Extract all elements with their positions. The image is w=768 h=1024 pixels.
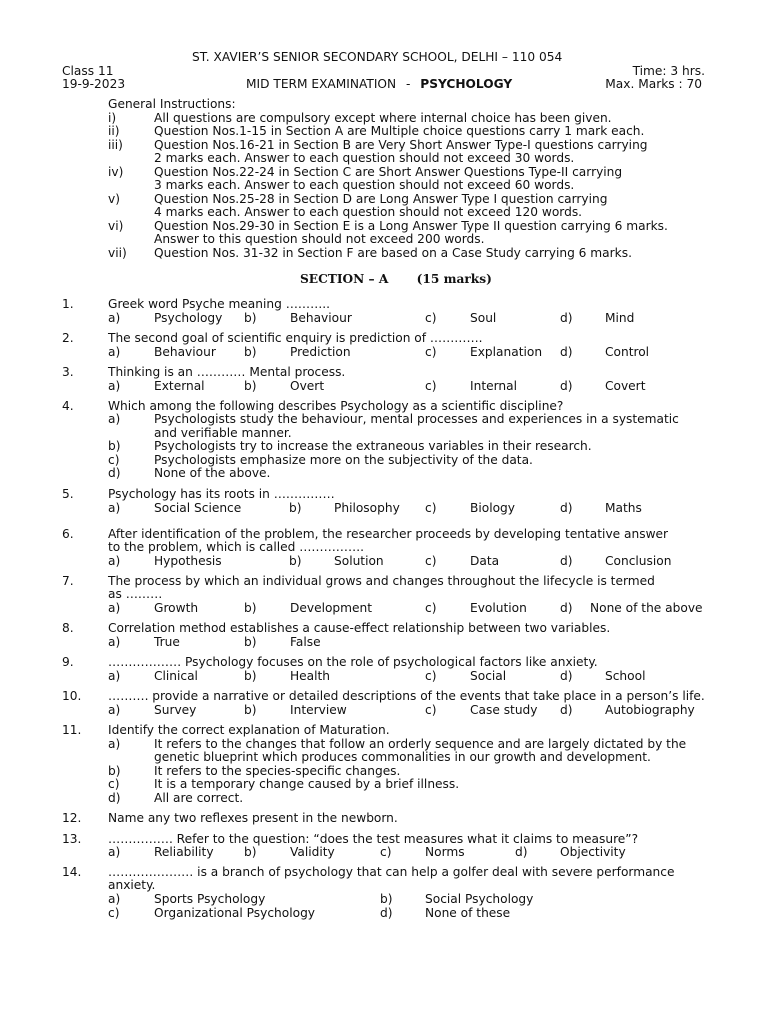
option-letter: c) xyxy=(108,906,120,920)
option-text: Control xyxy=(605,345,650,359)
question-number: 2. xyxy=(62,331,74,345)
question-text: Greek word Psyche meaning ……….. xyxy=(108,297,331,311)
option-text: It refers to the changes that follow an orderly sequence and are largely dictated by the xyxy=(154,737,687,751)
option-letter: c) xyxy=(425,703,437,717)
question-number: 9. xyxy=(62,655,74,669)
option-text: External xyxy=(154,379,205,393)
option-letter: d) xyxy=(515,845,528,859)
option-text: Interview xyxy=(290,703,347,717)
option-text: Reliability xyxy=(154,845,214,859)
option-letter: a) xyxy=(108,703,121,717)
option-text: Case study xyxy=(470,703,538,717)
option-text: Psychologists study the behaviour, mental processes and experiences in a systematic xyxy=(154,412,679,426)
instruction-text: Question Nos.22-24 in Section C are Short Answer Questions Type-II carrying xyxy=(154,165,623,179)
option-letter: a) xyxy=(108,501,121,515)
option-text: Behaviour xyxy=(290,311,352,325)
option-letter: b) xyxy=(244,345,257,359)
question-text: The process by which an individual grows and changes throughout the lifecycle is termed xyxy=(108,574,655,588)
option-letter: c) xyxy=(425,601,437,615)
option-text: Evolution xyxy=(470,601,527,615)
question-text: as ……… xyxy=(108,587,163,601)
question-number: 14. xyxy=(62,865,82,879)
option-letter: b) xyxy=(244,669,257,683)
option-letter: a) xyxy=(108,412,121,426)
instruction-text: All questions are compulsory except where internal choice has been given. xyxy=(154,111,612,125)
option-text: Organizational Psychology xyxy=(154,906,316,920)
question-text: Thinking is an ………… Mental process. xyxy=(108,365,346,379)
instruction-text: Answer to this question should not exceed 200 words. xyxy=(154,232,485,246)
question-number: 10. xyxy=(62,689,82,703)
option-letter: d) xyxy=(560,703,573,717)
question-text: ……………. Refer to the question: “does the test measures what it claims to measure”? xyxy=(108,832,639,846)
question-text: Name any two reflexes present in the newborn. xyxy=(108,811,398,825)
question-number: 3. xyxy=(62,365,74,379)
section-title xyxy=(300,273,492,287)
question-text: Identify the correct explanation of Maturation. xyxy=(108,723,390,737)
option-text: Conclusion xyxy=(605,554,672,568)
option-text: Social Psychology xyxy=(425,892,534,906)
instruction-text: Question Nos.29-30 in Section E is a Long Answer Type II question carrying 6 marks. xyxy=(154,219,668,233)
option-letter: c) xyxy=(108,777,120,791)
option-letter: a) xyxy=(108,669,121,683)
option-text: School xyxy=(605,669,646,683)
option-letter: c) xyxy=(380,845,392,859)
question-number: 5. xyxy=(62,487,74,501)
option-text: Social xyxy=(470,669,507,683)
option-letter: b) xyxy=(108,764,121,778)
instruction-number: v) xyxy=(108,192,120,206)
option-letter: d) xyxy=(560,311,573,325)
option-text: and verifiable manner. xyxy=(154,426,292,440)
option-letter: b) xyxy=(380,892,393,906)
option-text: Survey xyxy=(154,703,197,717)
option-letter: b) xyxy=(289,554,302,568)
question-text: Psychology has its roots in …………… xyxy=(108,487,335,501)
option-text: Psychologists try to increase the extraneous variables in their research. xyxy=(154,439,592,453)
question-text: The second goal of scientific enquiry is prediction of …………. xyxy=(108,331,483,345)
option-text: Growth xyxy=(154,601,199,615)
option-text: Biology xyxy=(470,501,515,515)
option-text: Norms xyxy=(425,845,465,859)
instructions-title: General Instructions: xyxy=(108,97,236,111)
question-number: 13. xyxy=(62,832,82,846)
option-text: Prediction xyxy=(290,345,351,359)
option-text: Overt xyxy=(290,379,325,393)
question-text: After identification of the problem, the researcher proceeds by developing tentative answer xyxy=(108,527,669,541)
question-text: ………………… is a branch of psychology that can help a golfer deal with severe performance xyxy=(108,865,675,879)
option-text: Internal xyxy=(470,379,517,393)
option-letter: c) xyxy=(108,453,120,467)
option-text: Validity xyxy=(290,845,335,859)
instruction-text: 3 marks each. Answer to each question should not exceed 60 words. xyxy=(154,178,575,192)
option-text: Development xyxy=(290,601,373,615)
option-letter: c) xyxy=(425,311,437,325)
option-letter: a) xyxy=(108,554,121,568)
instruction-number: iv) xyxy=(108,165,124,179)
option-text: Covert xyxy=(605,379,646,393)
option-text: It is a temporary change caused by a brief illness. xyxy=(154,777,460,791)
question-number: 1. xyxy=(62,297,74,311)
option-text: Psychology xyxy=(154,311,223,325)
question-number: 4. xyxy=(62,399,74,413)
option-text: Health xyxy=(290,669,331,683)
option-letter: b) xyxy=(289,501,302,515)
option-letter: b) xyxy=(244,311,257,325)
option-text: All are correct. xyxy=(154,791,244,805)
instruction-number: vii) xyxy=(108,246,127,260)
option-letter: a) xyxy=(108,379,121,393)
instruction-number: iii) xyxy=(108,138,123,152)
class-label: Class 11 xyxy=(62,64,114,78)
option-letter: b) xyxy=(244,635,257,649)
option-text: True xyxy=(154,635,180,649)
option-letter: a) xyxy=(108,311,121,325)
exam-title xyxy=(246,78,512,92)
question-number: 8. xyxy=(62,621,74,635)
option-text: None of the above. xyxy=(154,466,271,480)
time-label: Time: 3 hrs. xyxy=(632,64,705,78)
question-text: ……………… Psychology focuses on the role of psychological factors like anxiety. xyxy=(108,655,598,669)
option-text: Maths xyxy=(605,501,642,515)
option-text: Data xyxy=(470,554,500,568)
option-letter: d) xyxy=(560,345,573,359)
question-text: Which among the following describes Psychology as a scientific discipline? xyxy=(108,399,564,413)
option-text: None of the above xyxy=(590,601,703,615)
option-text: Philosophy xyxy=(334,501,400,515)
option-letter: b) xyxy=(108,439,121,453)
exam-date: 19-9-2023 xyxy=(62,77,126,91)
instruction-text: Question Nos.25-28 in Section D are Long Answer Type I question carrying xyxy=(154,192,608,206)
option-text: Clinical xyxy=(154,669,198,683)
instruction-number: i) xyxy=(108,111,117,125)
option-text: Soul xyxy=(470,311,497,325)
option-letter: d) xyxy=(108,791,121,805)
option-letter: d) xyxy=(380,906,393,920)
option-letter: a) xyxy=(108,892,121,906)
instruction-text: Question Nos.1-15 in Section A are Multiple choice questions carry 1 mark each. xyxy=(154,124,645,138)
instruction-number: ii) xyxy=(108,124,120,138)
option-letter: d) xyxy=(560,601,573,615)
option-letter: b) xyxy=(244,379,257,393)
max-marks: Max. Marks : 70 xyxy=(605,77,702,91)
instruction-text: Question Nos.16-21 in Section B are Very Short Answer Type-I questions carrying xyxy=(154,138,648,152)
instruction-text: 4 marks each. Answer to each question should not exceed 120 words. xyxy=(154,205,583,219)
option-text: It refers to the species-specific changes. xyxy=(154,764,401,778)
option-letter: b) xyxy=(244,845,257,859)
option-letter: a) xyxy=(108,845,121,859)
option-text: None of these xyxy=(425,906,511,920)
option-text: Social Science xyxy=(154,501,242,515)
option-text: Explanation xyxy=(470,345,543,359)
option-text: False xyxy=(290,635,321,649)
option-letter: d) xyxy=(560,554,573,568)
option-letter: a) xyxy=(108,737,121,751)
option-letter: a) xyxy=(108,635,121,649)
option-letter: d) xyxy=(560,669,573,683)
option-letter: d) xyxy=(108,466,121,480)
option-letter: a) xyxy=(108,345,121,359)
subject-name: PSYCHOLOGY xyxy=(420,77,513,91)
question-number: 12. xyxy=(62,811,82,825)
school-name: ST. XAVIER’S SENIOR SECONDARY SCHOOL, DELHI – 110 054 xyxy=(192,50,563,64)
option-letter: c) xyxy=(425,669,437,683)
option-text: Autobiography xyxy=(605,703,695,717)
option-letter: a) xyxy=(108,601,121,615)
option-text: Sports Psychology xyxy=(154,892,266,906)
question-number: 11. xyxy=(62,723,82,737)
question-text: anxiety. xyxy=(108,878,156,892)
section-name: SECTION – A xyxy=(300,272,389,286)
instruction-text: Question Nos. 31-32 in Section F are based on a Case Study carrying 6 marks. xyxy=(154,246,632,260)
option-text: genetic blueprint which produces commonalities in our growth and development. xyxy=(154,750,651,764)
option-letter: c) xyxy=(425,501,437,515)
option-text: Mind xyxy=(605,311,635,325)
option-letter: b) xyxy=(244,601,257,615)
option-text: Behaviour xyxy=(154,345,216,359)
option-letter: c) xyxy=(425,345,437,359)
option-letter: c) xyxy=(425,554,437,568)
option-text: Hypothesis xyxy=(154,554,222,568)
option-letter: d) xyxy=(560,501,573,515)
instruction-text: 2 marks each. Answer to each question should not exceed 30 words. xyxy=(154,151,575,165)
question-text: to the problem, which is called ……………. xyxy=(108,540,365,554)
option-text: Objectivity xyxy=(560,845,626,859)
question-number: 6. xyxy=(62,527,74,541)
exam-name: MID TERM EXAMINATION xyxy=(246,77,397,91)
title-dash: - xyxy=(406,77,411,91)
option-text: Psychologists emphasize more on the subjectivity of the data. xyxy=(154,453,533,467)
option-letter: c) xyxy=(425,379,437,393)
option-text: Solution xyxy=(334,554,384,568)
question-text: ………. provide a narrative or detailed descriptions of the events that take place in a person’s life. xyxy=(108,689,705,703)
question-number: 7. xyxy=(62,574,74,588)
instruction-number: vi) xyxy=(108,219,124,233)
option-letter: d) xyxy=(560,379,573,393)
option-letter: b) xyxy=(244,703,257,717)
question-text: Correlation method establishes a cause-effect relationship between two variables. xyxy=(108,621,611,635)
section-marks: (15 marks) xyxy=(416,272,492,286)
